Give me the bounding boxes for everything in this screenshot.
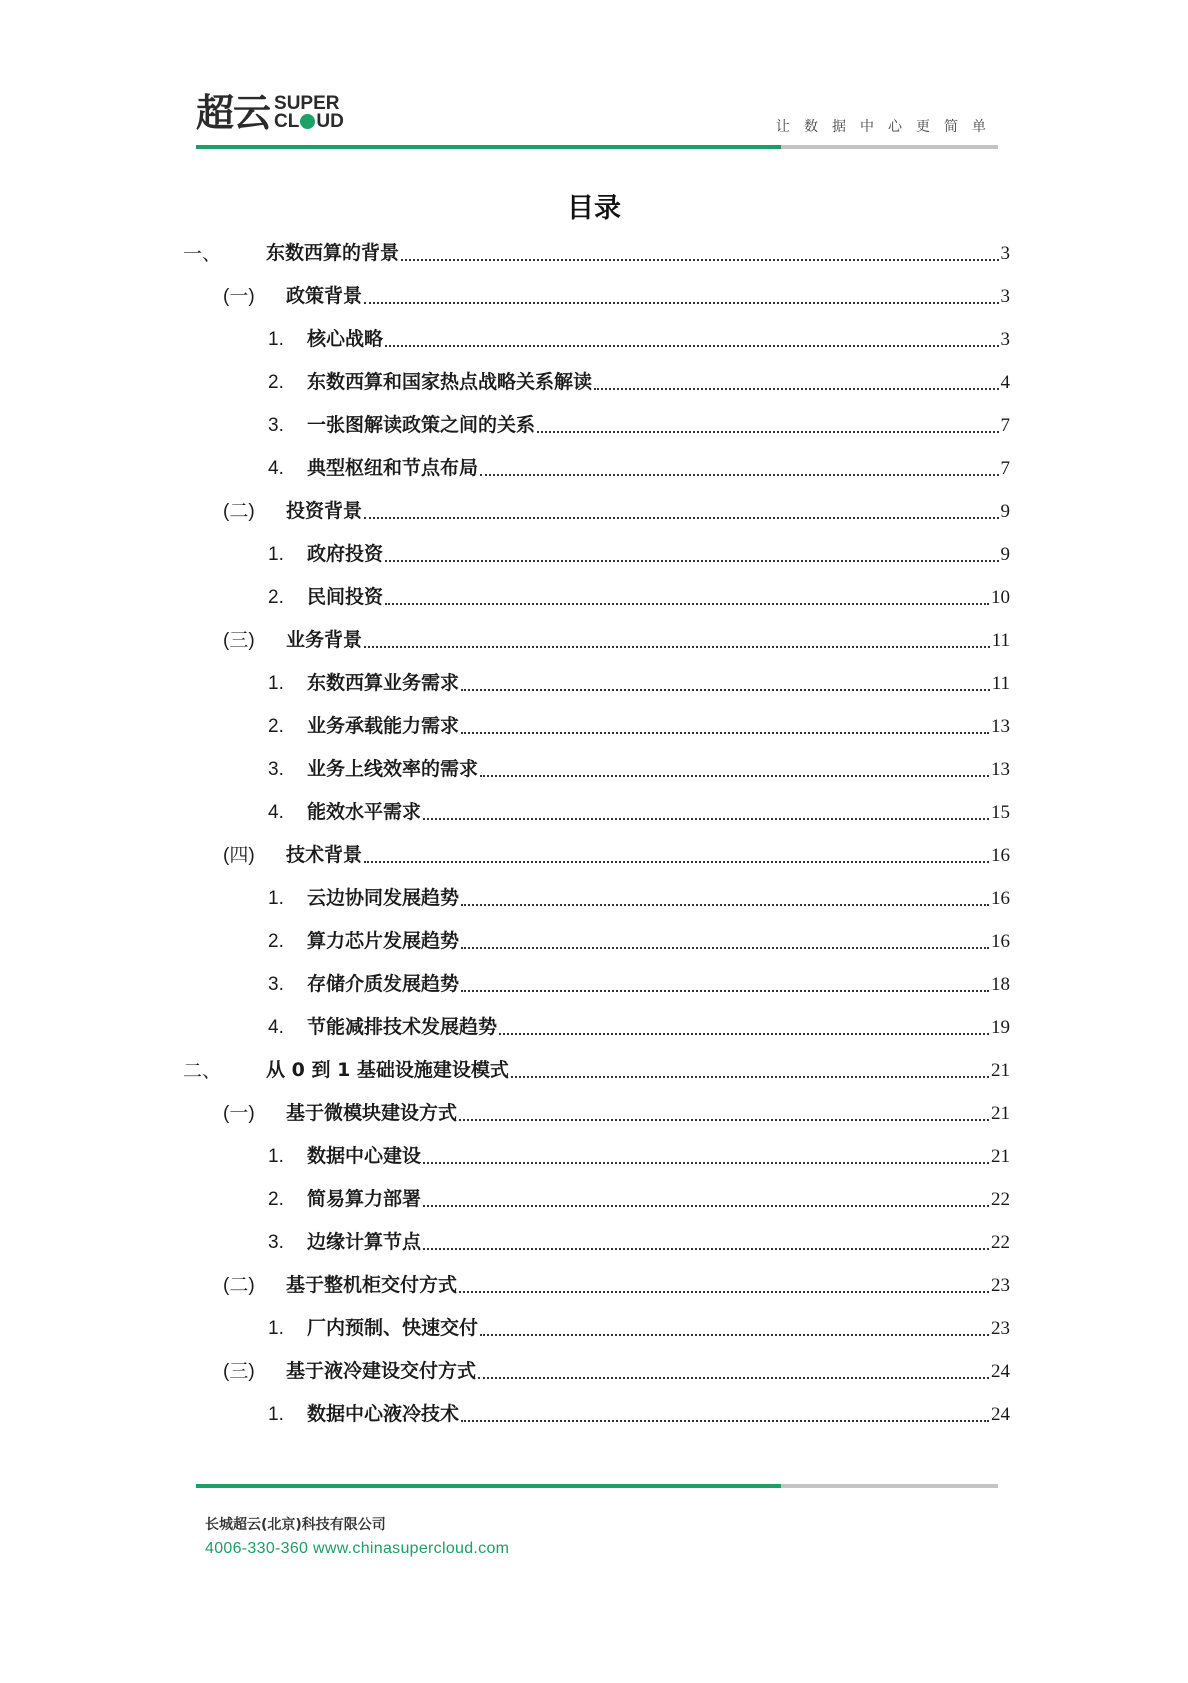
toc-entry-number: 1.: [268, 1318, 284, 1339]
header-slogan: 让数据中心更简单: [776, 119, 1000, 135]
toc-entry-number: 2.: [268, 1189, 284, 1210]
toc-entry[interactable]: [0, 1356, 1188, 1388]
toc-leader-dots: [461, 689, 990, 691]
toc-entry-number: 3.: [268, 759, 284, 780]
toc-entry-number: 1.: [268, 544, 284, 565]
toc-entry-number: 4.: [268, 1017, 284, 1038]
toc-entry[interactable]: [0, 582, 1188, 614]
toc-entry-title: 业务上线效率的需求: [307, 758, 479, 780]
toc-entry-title: 存储介质发展趋势: [307, 973, 460, 995]
toc-entry-number: 1.: [268, 1404, 284, 1425]
toc-entry-page-number: 9: [1000, 501, 1010, 522]
toc-entry-page-number: 7: [1000, 415, 1010, 436]
toc-entry-title: 能效水平需求: [307, 801, 422, 823]
toc-entry[interactable]: [0, 625, 1188, 657]
toc-entry-number: (一): [223, 1103, 255, 1124]
toc-entry[interactable]: [0, 754, 1188, 786]
toc-entry-number: (三): [223, 1361, 255, 1382]
toc-entry-title: 核心战略: [307, 328, 384, 350]
toc-entry-number: 3.: [268, 1232, 284, 1253]
toc-entry-title: 节能减排技术发展趋势: [307, 1016, 498, 1038]
toc-entry[interactable]: [0, 281, 1188, 313]
logo-english-line2-a: CL: [274, 111, 300, 132]
toc-entry-line: [307, 542, 1010, 567]
toc-entry-page-number: 22: [991, 1189, 1010, 1210]
logo-english-line1: SUPER: [274, 93, 340, 114]
footer-contact-info: 4006-330-360 www.chinasupercloud.com: [205, 1540, 510, 1557]
toc-entry-title: 东数西算的背景: [266, 242, 400, 264]
toc-entry-line: [307, 1187, 1010, 1212]
toc-entry-page-number: 24: [991, 1404, 1010, 1425]
toc-entry[interactable]: [0, 1055, 1188, 1087]
toc-entry-number: 3.: [268, 415, 284, 436]
toc-entry[interactable]: [0, 1227, 1188, 1259]
toc-entry-title: 基于整机柜交付方式: [286, 1274, 458, 1296]
toc-entry-page-number: 3: [1000, 329, 1010, 350]
toc-entry-number: 1.: [268, 673, 284, 694]
toc-entry-title: 基于微模块建设方式: [286, 1102, 458, 1124]
toc-entry[interactable]: [0, 367, 1188, 399]
toc-leader-dots: [461, 732, 989, 734]
toc-entry[interactable]: [0, 539, 1188, 571]
toc-entry-line: [307, 413, 1010, 438]
toc-entry-page-number: 15: [991, 802, 1010, 823]
toc-leader-dots: [385, 560, 998, 562]
toc-entry-number: 1.: [268, 1146, 284, 1167]
header-divider-gray: [781, 145, 998, 149]
toc-entry-number: (四): [223, 845, 255, 866]
toc-entry-line: [307, 671, 1010, 696]
toc-entry-line: [307, 456, 1010, 481]
toc-entry-number: (一): [223, 286, 255, 307]
toc-entry-line: [307, 757, 1010, 782]
toc-entry-page-number: 16: [991, 845, 1010, 866]
toc-entry[interactable]: [0, 926, 1188, 958]
toc-entry-title: 业务背景: [286, 629, 363, 651]
toc-entry[interactable]: [0, 410, 1188, 442]
toc-entry-page-number: 16: [991, 931, 1010, 952]
toc-entry-number: 2.: [268, 372, 284, 393]
toc-entry-line: [266, 241, 1010, 266]
toc-entry-title: 技术背景: [286, 844, 363, 866]
toc-leader-dots: [401, 259, 998, 261]
toc-entry-line: [286, 1359, 1010, 1384]
company-logo: [196, 92, 344, 134]
toc-entry-title: 云边协同发展趋势: [307, 887, 460, 909]
toc-entry-page-number: 3: [1000, 243, 1010, 264]
toc-entry-title: 一张图解读政策之间的关系: [307, 414, 536, 436]
toc-entry-page-number: 22: [991, 1232, 1010, 1253]
logo-english-text: [274, 95, 344, 131]
toc-entry-line: [307, 714, 1010, 739]
toc-entry-number: 2.: [268, 931, 284, 952]
toc-entry[interactable]: [0, 1141, 1188, 1173]
toc-leader-dots: [461, 904, 989, 906]
toc-entry-number: 2.: [268, 716, 284, 737]
toc-entry-title: 投资背景: [286, 500, 363, 522]
toc-entry-line: [286, 1101, 1010, 1126]
toc-entry-page-number: 24: [991, 1361, 1010, 1382]
toc-entry-page-number: 23: [991, 1318, 1010, 1339]
toc-entry-number: 4.: [268, 458, 284, 479]
toc-entry-line: [307, 1144, 1010, 1169]
toc-leader-dots: [459, 1119, 989, 1121]
toc-entry-title: 数据中心液冷技术: [307, 1403, 460, 1425]
toc-leader-dots: [364, 302, 998, 304]
toc-entry-title: 典型枢纽和节点布局: [307, 457, 479, 479]
toc-entry-page-number: 11: [991, 673, 1010, 694]
toc-entry-title: 民间投资: [307, 586, 384, 608]
logo-english-line2-b: UD: [316, 111, 344, 132]
toc-entry-page-number: 9: [1000, 544, 1010, 565]
toc-leader-dots: [480, 474, 998, 476]
toc-entry-number: 2.: [268, 587, 284, 608]
header-divider: [196, 145, 998, 149]
toc-entry-line: [307, 800, 1010, 825]
toc-entry[interactable]: [0, 1399, 1188, 1431]
toc-entry-title: 政策背景: [286, 285, 363, 307]
toc-entry-line: [307, 327, 1010, 352]
toc-entry-title: 边缘计算节点: [307, 1231, 422, 1253]
footer-divider-green: [196, 1484, 781, 1488]
toc-entry[interactable]: [0, 969, 1188, 1001]
toc-entry[interactable]: [0, 711, 1188, 743]
toc-entry-title: 业务承载能力需求: [307, 715, 460, 737]
toc-entry[interactable]: [0, 1313, 1188, 1345]
toc-entry-page-number: 16: [991, 888, 1010, 909]
toc-entry[interactable]: [0, 840, 1188, 872]
footer-company-name: 长城超云(北京)科技有限公司: [205, 1517, 386, 1533]
toc-entry-line: [307, 1316, 1010, 1341]
toc-entry-number: (二): [223, 501, 255, 522]
toc-entry-number: (二): [223, 1275, 255, 1296]
toc-entry[interactable]: [0, 453, 1188, 485]
toc-entry-page-number: 23: [991, 1275, 1010, 1296]
toc-entry-number: 1.: [268, 329, 284, 350]
toc-entry-title: 简易算力部署: [307, 1188, 422, 1210]
toc-leader-dots: [537, 431, 998, 433]
toc-leader-dots: [423, 1205, 989, 1207]
toc-entry-line: [307, 929, 1010, 954]
toc-entry[interactable]: [0, 797, 1188, 829]
toc-entry[interactable]: [0, 668, 1188, 700]
toc-entry-number: 3.: [268, 974, 284, 995]
toc-entry-number: (三): [223, 630, 255, 651]
toc-leader-dots: [461, 1420, 989, 1422]
toc-entry-title: 东数西算业务需求: [307, 672, 460, 694]
toc-entry[interactable]: [0, 1184, 1188, 1216]
toc-entry-line: [307, 585, 1010, 610]
logo-chinese-text: 超云: [196, 91, 271, 135]
toc-entry[interactable]: [0, 1098, 1188, 1130]
toc-leader-dots: [385, 603, 989, 605]
toc-leader-dots: [461, 947, 989, 949]
toc-entry-line: [307, 370, 1010, 395]
toc-entry-page-number: 18: [991, 974, 1010, 995]
toc-leader-dots: [423, 1248, 989, 1250]
toc-entry-line: [286, 284, 1010, 309]
toc-leader-dots: [423, 818, 989, 820]
toc-entry-page-number: 13: [991, 716, 1010, 737]
toc-entry-line: [286, 843, 1010, 868]
toc-leader-dots: [423, 1162, 989, 1164]
toc-entry-number: 1.: [268, 888, 284, 909]
toc-entry-page-number: 21: [991, 1060, 1010, 1081]
toc-entry[interactable]: [0, 883, 1188, 915]
footer-divider: [196, 1484, 998, 1488]
toc-entry-line: [266, 1058, 1010, 1083]
toc-entry-line: [307, 972, 1010, 997]
toc-leader-dots: [461, 990, 989, 992]
toc-entry-page-number: 4: [1000, 372, 1010, 393]
toc-entry-title: 政府投资: [307, 543, 384, 565]
toc-entry[interactable]: [0, 1012, 1188, 1044]
toc-leader-dots: [478, 1377, 989, 1379]
toc-entry-page-number: 3: [1000, 286, 1010, 307]
header-divider-green: [196, 145, 781, 149]
toc-entry-title: 东数西算和国家热点战略关系解读: [307, 371, 593, 393]
toc-entry-page-number: 7: [1000, 458, 1010, 479]
toc-leader-dots: [385, 345, 998, 347]
toc-entry-page-number: 21: [991, 1146, 1010, 1167]
toc-leader-dots: [594, 388, 998, 390]
page-title: 目录: [567, 193, 621, 224]
toc-entry-line: [286, 628, 1010, 653]
toc-entry[interactable]: [0, 238, 1188, 270]
cloud-icon: [300, 114, 315, 129]
toc-entry-page-number: 11: [991, 630, 1010, 651]
toc-leader-dots: [364, 861, 989, 863]
toc-leader-dots: [511, 1076, 989, 1078]
toc-leader-dots: [480, 1334, 989, 1336]
toc-leader-dots: [480, 775, 989, 777]
toc-entry-title: 算力芯片发展趋势: [307, 930, 460, 952]
toc-leader-dots: [459, 1291, 989, 1293]
toc-entry-page-number: 21: [991, 1103, 1010, 1124]
toc-entry-line: [286, 499, 1010, 524]
toc-entry[interactable]: [0, 496, 1188, 528]
toc-entry-line: [307, 1402, 1010, 1427]
toc-entry-title: 从 0 到 1 基础设施建设模式: [266, 1059, 509, 1081]
toc-entry-title: 基于液冷建设交付方式: [286, 1360, 477, 1382]
toc-entry-line: [307, 1015, 1010, 1040]
toc-entry-title: 数据中心建设: [307, 1145, 422, 1167]
toc-leader-dots: [499, 1033, 989, 1035]
footer-divider-gray: [781, 1484, 998, 1488]
toc-entry-page-number: 10: [991, 587, 1010, 608]
toc-entry[interactable]: [0, 324, 1188, 356]
toc-leader-dots: [364, 646, 990, 648]
toc-entry-page-number: 13: [991, 759, 1010, 780]
toc-entry-number: 4.: [268, 802, 284, 823]
toc-leader-dots: [364, 517, 998, 519]
toc-entry[interactable]: [0, 1270, 1188, 1302]
toc-entry-page-number: 19: [991, 1017, 1010, 1038]
toc-entry-title: 厂内预制、快速交付: [307, 1317, 479, 1339]
toc-entry-line: [307, 886, 1010, 911]
logo-english-line2: [274, 113, 344, 131]
toc-entry-line: [307, 1230, 1010, 1255]
toc-entry-line: [286, 1273, 1010, 1298]
toc-entry-number: 一、: [183, 243, 222, 265]
toc-entry-number: 二、: [183, 1060, 222, 1082]
